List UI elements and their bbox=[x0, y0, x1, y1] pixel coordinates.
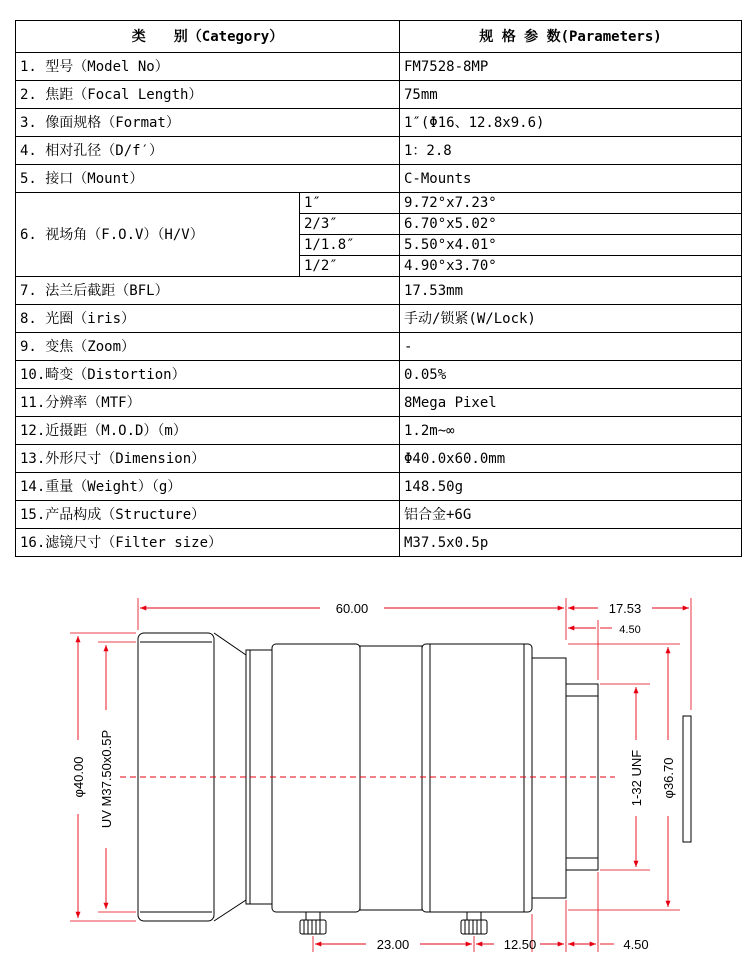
table-row bbox=[16, 305, 742, 333]
row-value: 手动/锁紧(W/Lock) bbox=[400, 305, 742, 333]
table-row bbox=[16, 529, 742, 557]
row-label: 16.滤镜尺寸（Filter size） bbox=[16, 529, 400, 557]
table-row bbox=[16, 165, 742, 193]
dim-rear: 4.50 bbox=[619, 624, 641, 636]
row-label: 15.产品构成（Structure） bbox=[16, 501, 400, 529]
row-label: 3. 像面规格（Format） bbox=[16, 109, 400, 137]
table-row bbox=[16, 81, 742, 109]
row-label: 7. 法兰后截距（BFL） bbox=[16, 277, 400, 305]
table-row bbox=[16, 333, 742, 361]
row-label: 8. 光圈（iris） bbox=[16, 305, 400, 333]
row-value: 75mm bbox=[400, 81, 742, 109]
table-row bbox=[16, 109, 742, 137]
row-label: 5. 接口（Mount） bbox=[16, 165, 400, 193]
fov-label: 6. 视场角（F.O.V）（H/V） bbox=[16, 193, 300, 277]
spec-table bbox=[15, 20, 742, 557]
lock-screw bbox=[461, 912, 487, 934]
table-row bbox=[16, 417, 742, 445]
dim-length: 60.00 bbox=[335, 601, 369, 616]
row-label: 11.分辨率（MTF） bbox=[16, 389, 400, 417]
dim-screw-to-end: 12.50 bbox=[503, 937, 537, 952]
dim-mount-dia: φ36.70 bbox=[661, 757, 676, 799]
row-value: 8Mega Pixel bbox=[400, 389, 742, 417]
row-label: 9. 变焦（Zoom） bbox=[16, 333, 400, 361]
dimension-lines bbox=[78, 608, 689, 944]
row-value: FM7528-8MP bbox=[400, 53, 742, 81]
fov-value: 6.70°x5.02° bbox=[400, 214, 742, 235]
dim-diameter: φ40.00 bbox=[71, 756, 86, 798]
dim-bfl: 17.53 bbox=[608, 601, 642, 616]
header-category: 类 别（Category） bbox=[16, 21, 400, 53]
row-label: 13.外形尺寸（Dimension） bbox=[16, 445, 400, 473]
fov-row bbox=[16, 193, 742, 214]
fov-value: 4.90°x3.70° bbox=[400, 256, 742, 277]
lock-screw bbox=[300, 912, 326, 934]
table-row bbox=[16, 277, 742, 305]
table-row bbox=[16, 501, 742, 529]
fov-format: 1/2″ bbox=[300, 256, 400, 277]
row-label: 2. 焦距（Focal Length） bbox=[16, 81, 400, 109]
fov-value: 5.50°x4.01° bbox=[400, 235, 742, 256]
fov-format: 1″ bbox=[300, 193, 400, 214]
lens-drawing bbox=[0, 580, 750, 971]
row-label: 14.重量（Weight）（g） bbox=[16, 473, 400, 501]
row-value: - bbox=[400, 333, 742, 361]
table-row bbox=[16, 445, 742, 473]
table-row bbox=[16, 389, 742, 417]
fov-format: 1/1.8″ bbox=[300, 235, 400, 256]
row-value: 17.53mm bbox=[400, 277, 742, 305]
row-value: 148.50g bbox=[400, 473, 742, 501]
table-row bbox=[16, 473, 742, 501]
table-row bbox=[16, 361, 742, 389]
row-value: 铝合金+6G bbox=[400, 501, 742, 529]
table-row bbox=[16, 137, 742, 165]
dim-screw-spacing: 23.00 bbox=[376, 937, 410, 952]
row-value: 1.2m~∞ bbox=[400, 417, 742, 445]
dim-thread: 1-32 UNF bbox=[629, 749, 644, 807]
table-row bbox=[16, 53, 742, 81]
row-value: 1″(Φ16、12.8x9.6) bbox=[400, 109, 742, 137]
row-value: 1：2.8 bbox=[400, 137, 742, 165]
dim-rear-bottom: 4.50 bbox=[623, 937, 649, 952]
row-label: 4. 相对孔径（D/f′） bbox=[16, 137, 400, 165]
header-parameters: 规 格 参 数(Parameters) bbox=[400, 21, 742, 53]
fov-value: 9.72°x7.23° bbox=[400, 193, 742, 214]
row-label: 1. 型号（Model No） bbox=[16, 53, 400, 81]
row-value: M37.5x0.5p bbox=[400, 529, 742, 557]
row-value: 0.05% bbox=[400, 361, 742, 389]
dim-filter: UV M37.50x0.5P bbox=[99, 729, 114, 829]
fov-format: 2/3″ bbox=[300, 214, 400, 235]
row-label: 10.畸变（Distortion） bbox=[16, 361, 400, 389]
table-header bbox=[16, 21, 742, 53]
row-label: 12.近摄距（M.O.D）（m） bbox=[16, 417, 400, 445]
row-value: C-Mounts bbox=[400, 165, 742, 193]
row-value: Φ40.0x60.0mm bbox=[400, 445, 742, 473]
